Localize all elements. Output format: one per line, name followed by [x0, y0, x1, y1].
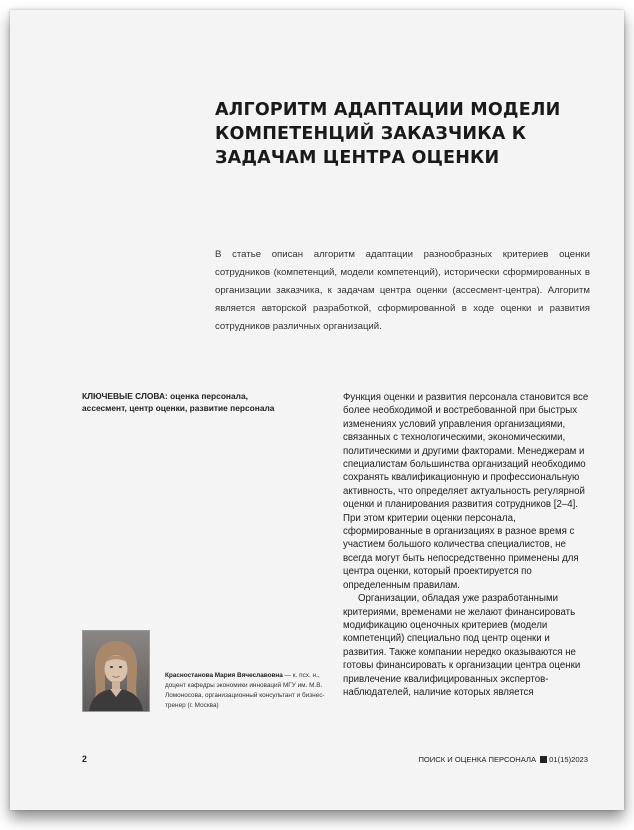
author-info	[165, 671, 335, 711]
author-name: Красностанова Мария Вячеславовна	[165, 672, 283, 679]
keywords: КЛЮЧЕВЫЕ СЛОВА: оценка персонала, ассесмент, центр оценки, развитие персонала	[82, 391, 275, 413]
author-bio: — к. псх. н., доцент кафедры экономики инноваций МГУ им. М.В. Ломоносова, организационный консультант и бизнес-тренер (г. Москва)	[165, 672, 325, 709]
journal-footer	[418, 755, 588, 764]
article-body	[343, 391, 593, 699]
body-paragraph: Функция оценки и развития персонала становится все более необходимой и востребованной при быстрых изменениях условий управления организациями, связанных с технологическими, экономическими, политическими и другими факторами. Менеджерам и специалистам большинства организаций необходимо сохранять квалификационную и профессиональную активность, что определяет актуальность регулярной оценки и планирования развития сотрудников [2–4]. При этом критерии оценки персонала, сформированные в организациях в разное время с участием большого количества специалистов, не всегда могут быть непосредственно применены для центра оценки, который проектируется по определенным правилам.	[343, 392, 589, 591]
journal-name: ПОИСК И ОЦЕНКА ПЕРСОНАЛА	[418, 755, 537, 764]
article-abstract: В статье описан алгоритм адаптации разнообразных критериев оценки сотрудников (компетенций, модели компетенций), исторически сформированных в организации заказчика, к задачам центра оценки (ассесмент-центра). Алгоритм является авторской разработкой, сформированной в ходе оценки и развития сотрудников различных организаций.	[215, 249, 590, 332]
square-bullet-icon	[540, 756, 547, 763]
journal-issue: 01(15)2023	[549, 755, 588, 764]
article-title: АЛГОРИТМ АДАПТАЦИИ МОДЕЛИ КОМПЕТЕНЦИЙ ЗАКАЗЧИКА К ЗАДАЧАМ ЦЕНТРА ОЦЕНКИ	[215, 100, 561, 168]
body-paragraph: Организации, обладая уже разработанными критериями, временами не желают финансировать модификацию оценочных критериев (модели компетенций) специально под центр оценки и развития. Также компании нередко оказываются не готовы финансировать к организации центра оценки привлечение квалифицированных экспертов-наблюдателей, наличие которых является	[343, 593, 581, 698]
page-number: 2	[82, 754, 87, 764]
author-photo	[82, 630, 150, 712]
author-portrait-image	[83, 631, 149, 711]
journal-page	[10, 10, 624, 810]
